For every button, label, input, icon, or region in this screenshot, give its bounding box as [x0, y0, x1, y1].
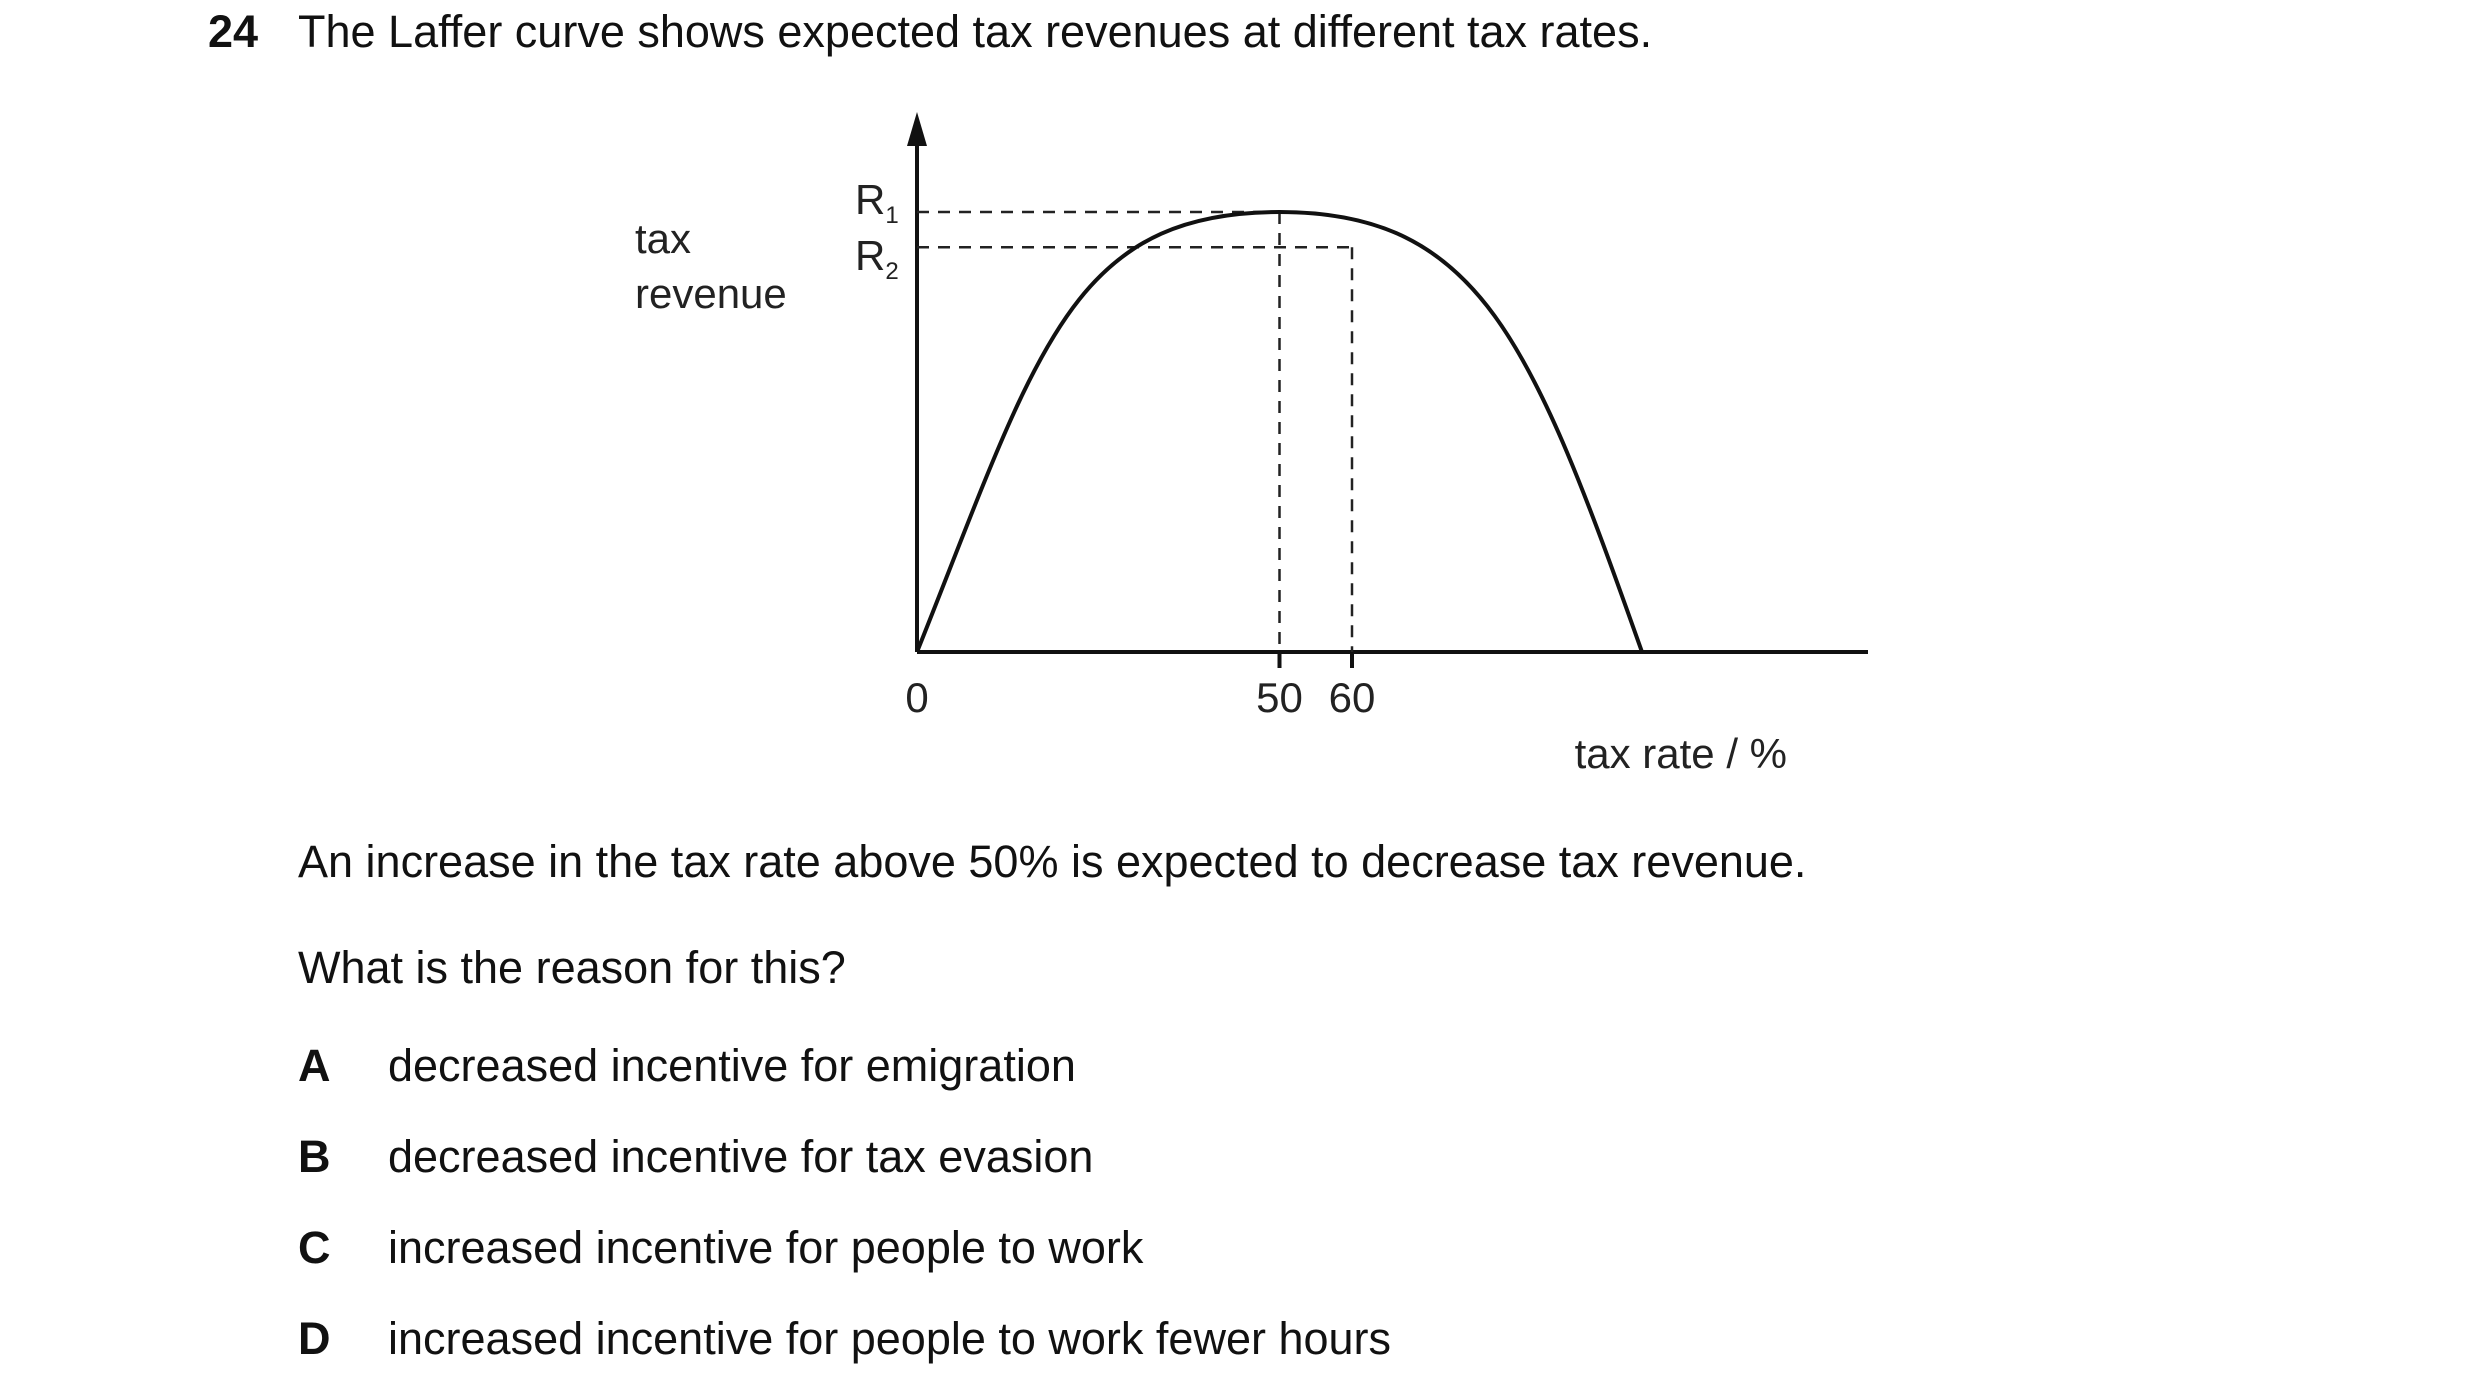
option-d-text: increased incentive for people to work fewer hours [388, 1313, 1392, 1364]
question-number: 24 [208, 6, 259, 57]
y-tick-r1-sub: 1 [885, 202, 899, 229]
y-tick-r1-main: R [855, 176, 886, 223]
option-a-letter: A [298, 1040, 331, 1091]
x-tick-label-60: 60 [1328, 674, 1376, 721]
y-tick-label-r2 [855, 232, 899, 285]
x-tick-label-0: 0 [905, 674, 929, 721]
y-tick-r2-main: R [855, 232, 886, 279]
option-d-letter: D [298, 1313, 331, 1364]
option-b-text: decreased incentive for tax evasion [388, 1131, 1094, 1182]
x-axis-label: tax rate / % [1574, 730, 1787, 777]
y-axis-arrowhead [907, 112, 927, 146]
question-prompt: What is the reason for this? [298, 942, 846, 993]
question-statement: An increase in the tax rate above 50% is expected to decrease tax revenue. [298, 836, 1807, 887]
y-tick-label-r1 [855, 176, 899, 229]
option-a-text: decreased incentive for emigration [388, 1040, 1076, 1091]
option-c-text: increased incentive for people to work [388, 1222, 1144, 1273]
x-tick-label-50: 50 [1256, 674, 1303, 721]
question-stem: The Laffer curve shows expected tax revenues at different tax rates. [298, 6, 1653, 57]
option-b-letter: B [298, 1131, 331, 1182]
y-tick-r2-sub: 2 [885, 258, 899, 285]
y-axis-label-line-2: revenue [635, 270, 787, 317]
y-axis-label-line-1: tax [635, 215, 692, 262]
option-c-letter: C [298, 1222, 331, 1273]
